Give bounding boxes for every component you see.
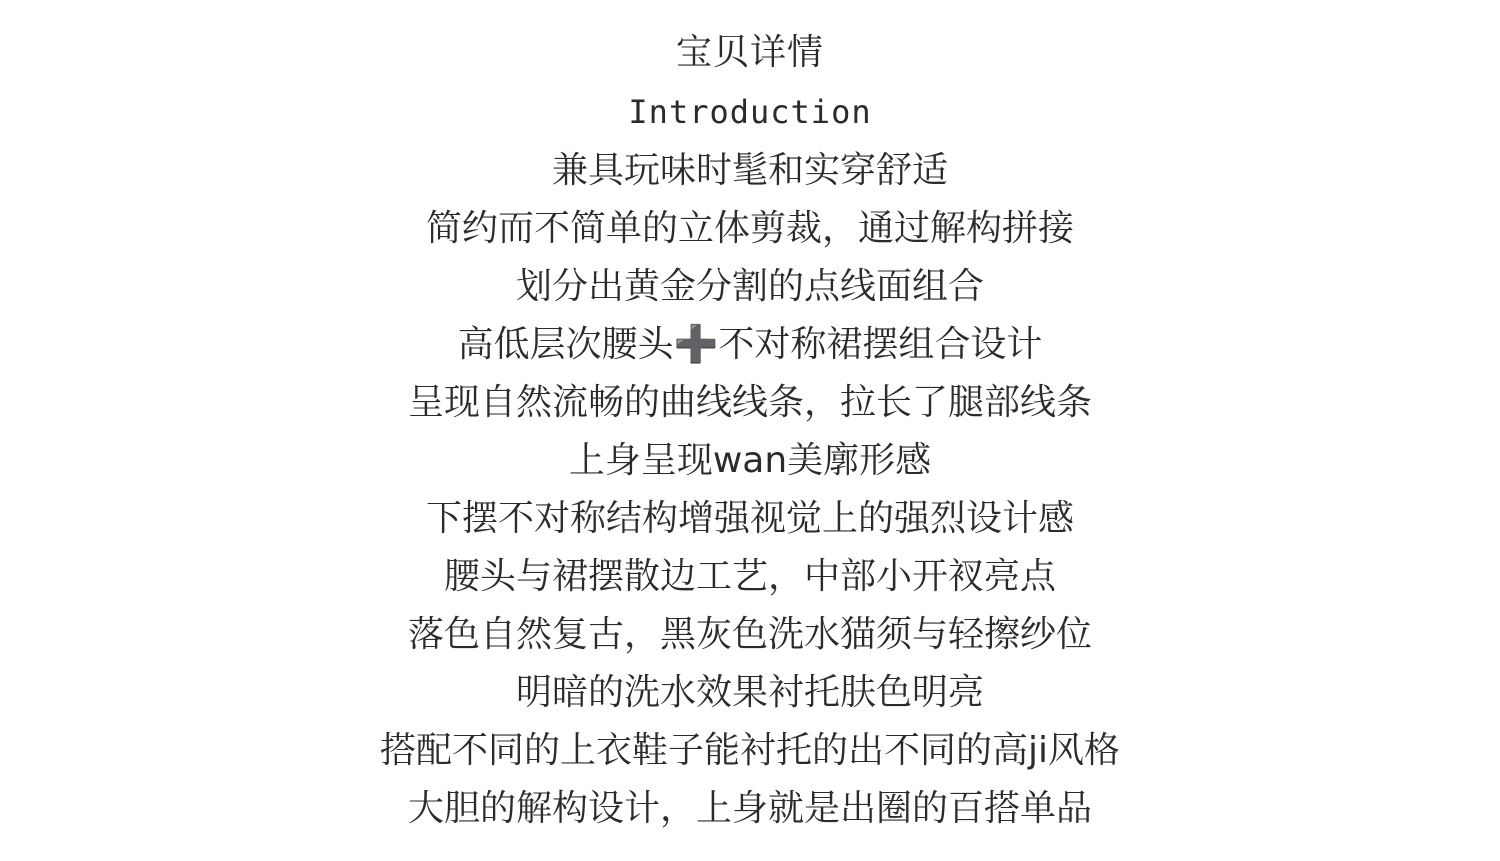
- page-title: 宝贝详情: [675, 32, 824, 73]
- description-line: 简约而不简单的立体剪裁，通过解构拼接: [425, 208, 1074, 249]
- description-line: 下摆不对称结构增强视觉上的强烈设计感: [425, 498, 1074, 539]
- description-line: 兼具玩味时髦和实穿舒适: [551, 150, 948, 191]
- description-line: 上身呈现wan美廓形感: [568, 440, 932, 481]
- description-line: 明暗的洗水效果衬托肤色明亮: [515, 672, 984, 713]
- description-line: 腰头与裙摆散边工艺，中部小开衩亮点: [443, 556, 1056, 597]
- description-line: 高低层次腰头➕不对称裙摆组合设计: [457, 324, 1043, 365]
- description-list: [0, 142, 1500, 838]
- description-line: 呈现自然流畅的曲线线条，拉长了腿部线条: [407, 382, 1092, 423]
- description-line: 大胆的解构设计，上身就是出圈的百搭单品: [407, 788, 1092, 829]
- description-line: 落色自然复古，黑灰色洗水猫须与轻擦纱位: [407, 614, 1092, 655]
- description-line: 搭配不同的上衣鞋子能衬托的出不同的高ji风格: [379, 730, 1120, 771]
- description-line: 划分出黄金分割的点线面组合: [515, 266, 984, 307]
- page-subtitle: Introduction: [628, 93, 872, 131]
